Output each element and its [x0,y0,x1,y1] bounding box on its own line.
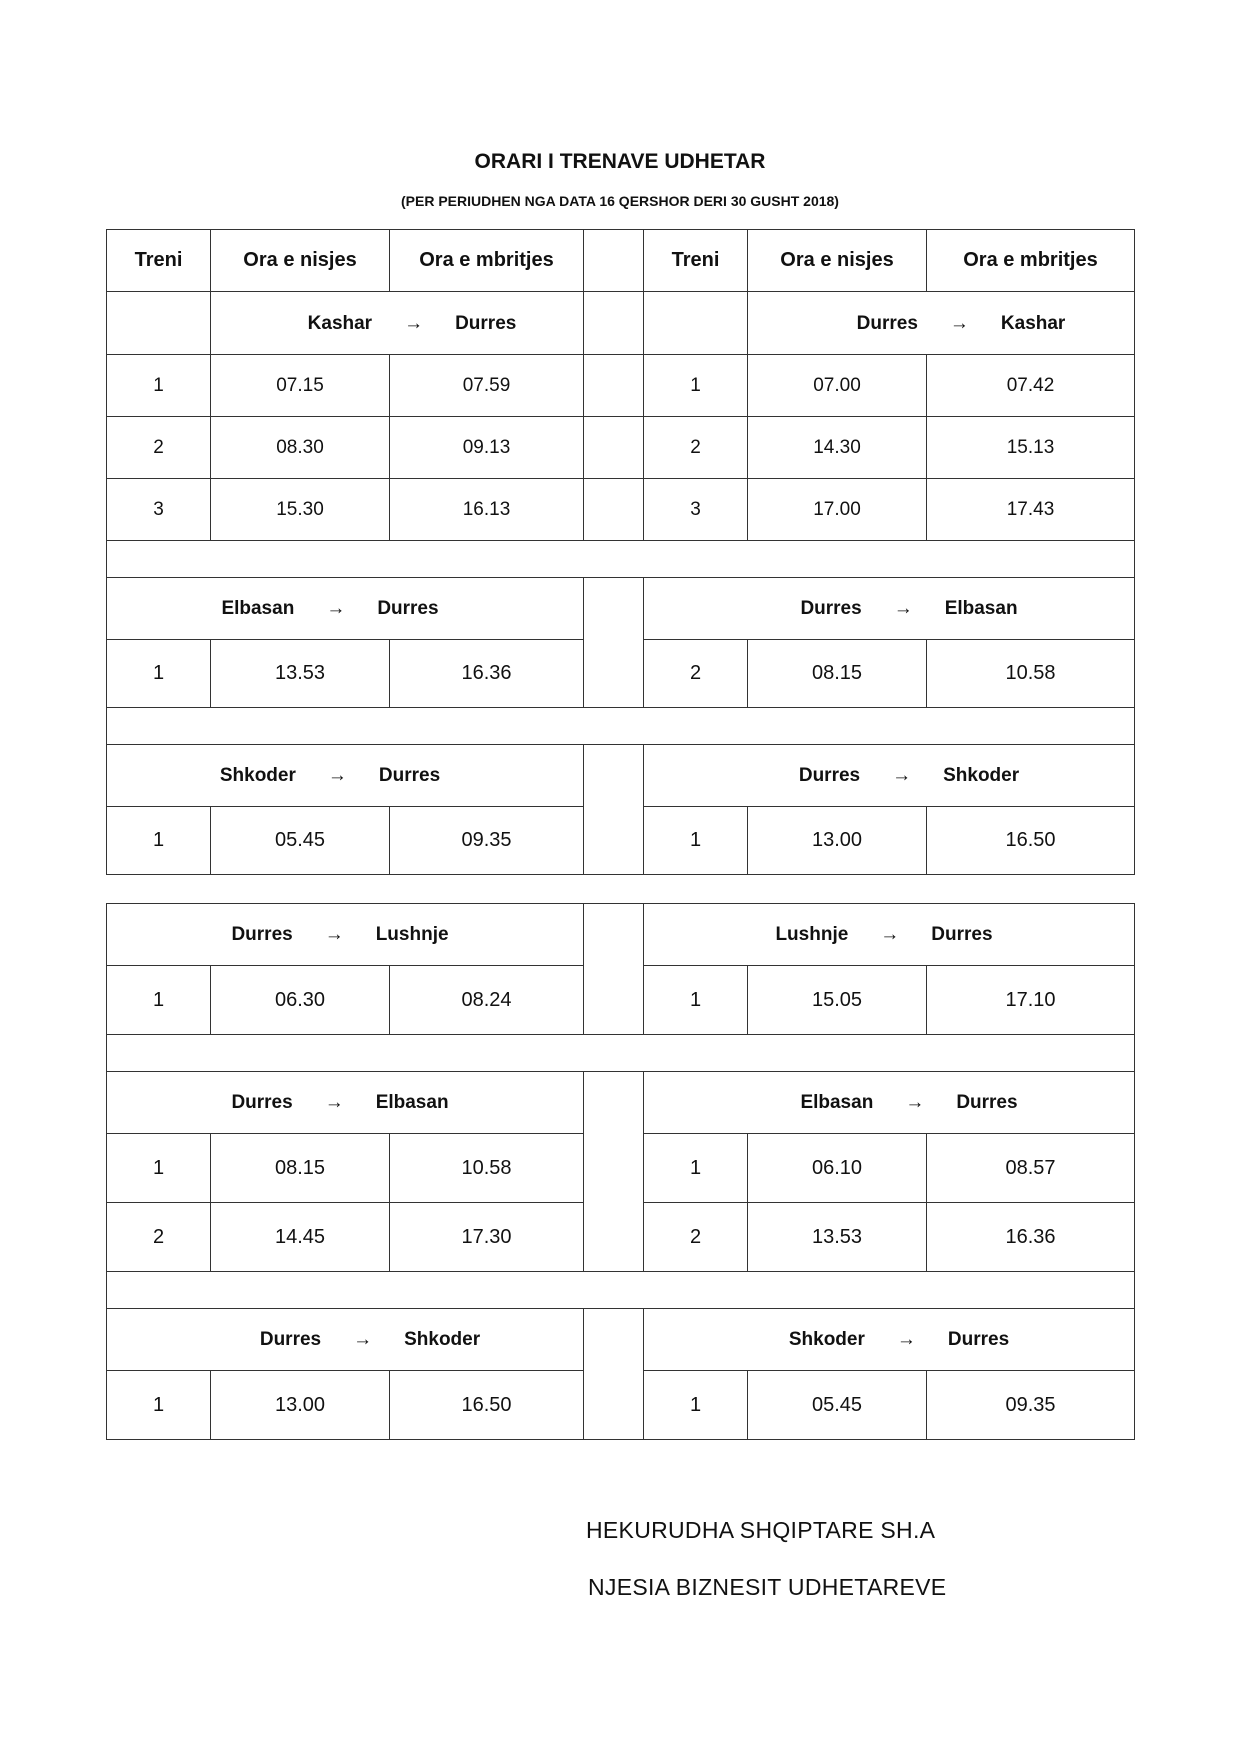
timetable-main [106,229,1135,875]
departure-time: 13.00 [748,807,927,875]
col-header-train: Treni [107,230,211,292]
arrow-icon: → [324,1092,344,1113]
col-header-arrival: Ora e mbritjes [390,230,584,292]
arrival-time: 07.42 [927,355,1135,417]
gap-cell [584,578,644,708]
arrow-icon: → [327,765,347,786]
arrival-time: 10.58 [927,640,1135,708]
gap-cell [584,904,644,1035]
train-number: 1 [644,1134,748,1203]
route-row [107,578,1135,640]
route-durres-kashar: Durres → Kashar [748,292,1135,355]
route-durres-lushnje: Durres → Lushnje [107,904,584,966]
column-header-row [107,230,1135,292]
gap-cell [584,1072,644,1272]
train-number: 1 [107,1134,211,1203]
gap-cell [584,1309,644,1440]
train-number: 1 [107,640,211,708]
route-shkoder-durres: Shkoder → Durres [644,1309,1135,1371]
departure-time: 13.53 [748,1203,927,1272]
page-title: ORARI I TRENAVE UDHETAR [474,150,766,173]
train-number: 2 [107,417,211,479]
page-subtitle: (PER PERIUDHEN NGA DATA 16 QERSHOR DERI 30 GUSHT 2018) [401,193,839,209]
route-row [107,292,1135,355]
departure-time: 06.10 [748,1134,927,1203]
gap-cell [584,479,644,541]
arrival-time: 09.13 [390,417,584,479]
gap-cell [584,355,644,417]
route-durres-elbasan: Durres → Elbasan [107,1072,584,1134]
departure-time: 15.05 [748,966,927,1035]
arrow-icon: → [880,924,900,945]
route-elbasan-durres: Elbasan → Durres [644,1072,1135,1134]
arrival-time: 07.59 [390,355,584,417]
table-row [107,479,1135,541]
train-number: 2 [644,417,748,479]
departure-time: 08.15 [211,1134,390,1203]
gap-cell [584,292,644,355]
arrival-time: 10.58 [390,1134,584,1203]
arrival-time: 16.13 [390,479,584,541]
arrival-time: 17.43 [927,479,1135,541]
empty-cell [107,292,211,355]
arrival-time: 16.36 [390,640,584,708]
departure-time: 07.15 [211,355,390,417]
route-durres-shkoder: Durres → Shkoder [644,745,1135,807]
arrow-icon: → [404,312,424,334]
train-number: 1 [107,966,211,1035]
departure-time: 06.30 [211,966,390,1035]
arrival-time: 08.24 [390,966,584,1035]
table-row [107,355,1135,417]
spacer-row [107,1272,1135,1309]
departure-time: 08.15 [748,640,927,708]
departure-time: 14.30 [748,417,927,479]
arrow-icon: → [896,1329,916,1350]
arrow-icon: → [326,598,346,619]
arrival-time: 16.36 [927,1203,1135,1272]
arrow-icon: → [949,312,969,334]
train-number: 1 [107,1371,211,1440]
spacer-row [107,541,1135,578]
departure-time: 15.30 [211,479,390,541]
departure-time: 05.45 [211,807,390,875]
train-number: 1 [644,355,748,417]
arrival-time: 15.13 [927,417,1135,479]
arrow-icon: → [324,924,344,945]
timetable-secondary [106,903,1135,1440]
empty-cell [644,292,748,355]
departure-time: 17.00 [748,479,927,541]
arrow-icon: → [353,1329,373,1350]
train-number: 1 [644,966,748,1035]
gap-cell [584,417,644,479]
footer-company: HEKURUDHA SHQIPTARE SH.A [586,1517,936,1543]
arrival-time: 09.35 [390,807,584,875]
route-shkoder-durres: Shkoder → Durres [107,745,584,807]
arrival-time: 17.30 [390,1203,584,1272]
train-number: 2 [644,1203,748,1272]
train-number: 1 [107,355,211,417]
train-number: 1 [644,807,748,875]
train-number: 1 [107,807,211,875]
route-elbasan-durres: Elbasan → Durres [107,578,584,640]
arrow-icon: → [892,765,912,786]
spacer-row [107,708,1135,745]
departure-time: 05.45 [748,1371,927,1440]
train-number: 3 [107,479,211,541]
train-number: 3 [644,479,748,541]
route-row [107,1309,1135,1371]
route-row [107,745,1135,807]
train-number: 2 [107,1203,211,1272]
arrow-icon: → [893,598,913,619]
col-header-departure: Ora e nisjes [211,230,390,292]
arrival-time: 16.50 [927,807,1135,875]
departure-time: 07.00 [748,355,927,417]
arrival-time: 17.10 [927,966,1135,1035]
route-durres-elbasan: Durres → Elbasan [644,578,1135,640]
departure-time: 13.53 [211,640,390,708]
departure-time: 14.45 [211,1203,390,1272]
arrow-icon: → [905,1092,925,1113]
spacer-row [107,1035,1135,1072]
arrival-time: 16.50 [390,1371,584,1440]
footer-unit: NJESIA BIZNESIT UDHETAREVE [588,1574,947,1600]
route-row [107,1072,1135,1134]
train-number: 2 [644,640,748,708]
departure-time: 13.00 [211,1371,390,1440]
col-header-departure: Ora e nisjes [748,230,927,292]
col-header-train: Treni [644,230,748,292]
gap-cell [584,745,644,875]
route-kashar-durres: Kashar → Durres [211,292,584,355]
col-header-arrival: Ora e mbritjes [927,230,1135,292]
train-number: 1 [644,1371,748,1440]
departure-time: 08.30 [211,417,390,479]
gap-cell [584,230,644,292]
route-row [107,904,1135,966]
table-row [107,417,1135,479]
route-durres-shkoder: Durres → Shkoder [107,1309,584,1371]
route-lushnje-durres: Lushnje → Durres [644,904,1135,966]
arrival-time: 08.57 [927,1134,1135,1203]
arrival-time: 09.35 [927,1371,1135,1440]
